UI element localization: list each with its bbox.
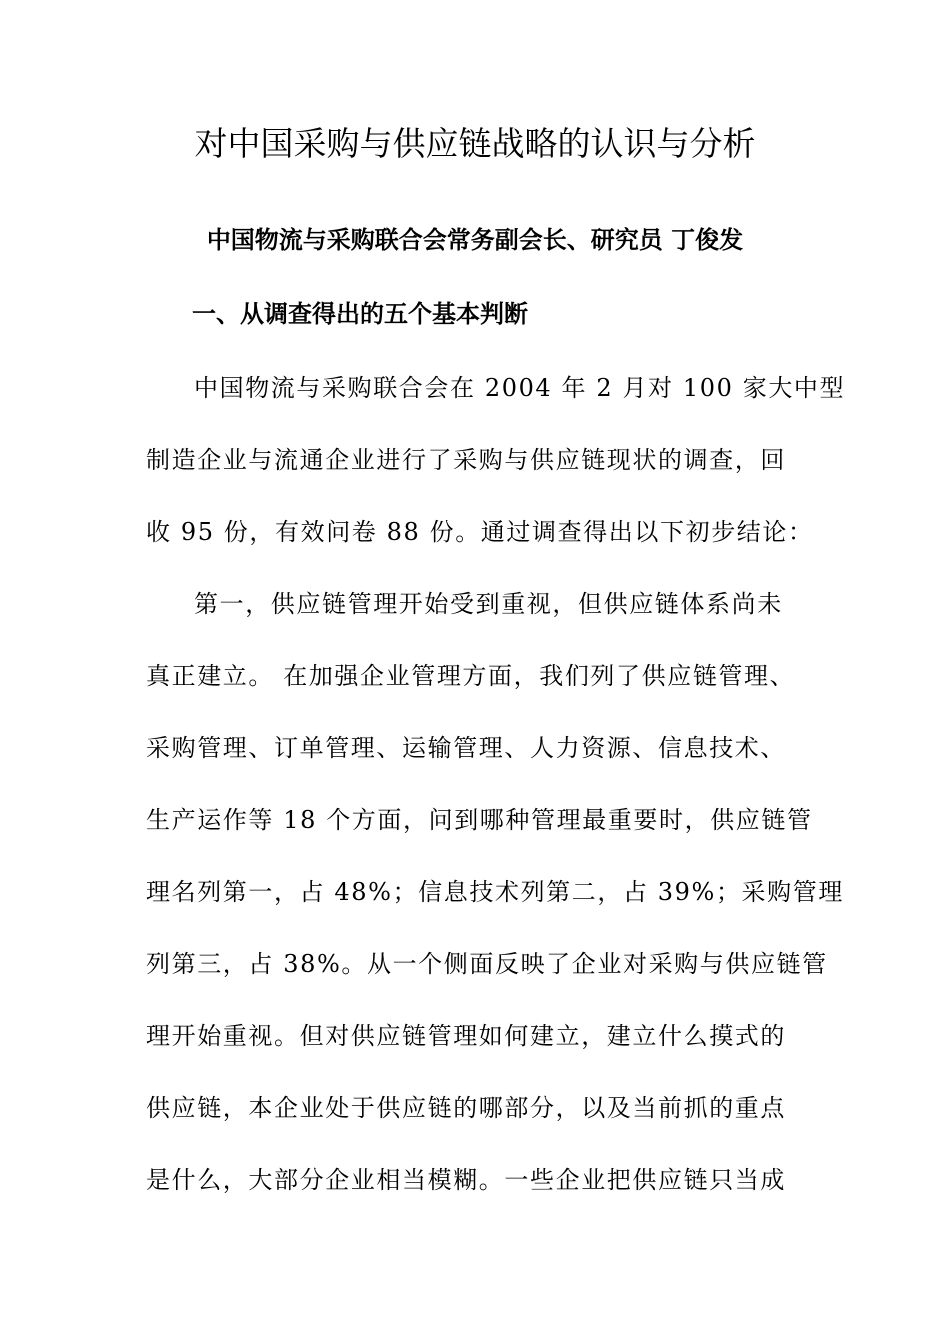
paragraph-line: 理开始重视。但对供应链管理如何建立，建立什么摸式的 (146, 1022, 786, 1050)
author-line: 中国物流与采购联合会常务副会长、研究员 丁俊发 (206, 225, 744, 254)
paragraph-line: 真正建立。 在加强企业管理方面，我们列了供应链管理、 (146, 662, 796, 690)
paragraph-line: 中国物流与采购联合会在 2004 年 2 月对 100 家大中型 (194, 374, 846, 402)
paragraph-line: 生产运作等 18 个方面，问到哪种管理最重要时，供应链管 (146, 806, 813, 834)
paragraph-line: 理名列第一，占 48%；信息技术列第二，占 39%；采购管理 (146, 878, 844, 906)
paragraph-line: 第一，供应链管理开始受到重视，但供应链体系尚未 (194, 590, 783, 618)
section-heading: 一、从调查得出的五个基本判断 (192, 299, 528, 328)
paragraph-line: 是什么，大部分企业相当模糊。一些企业把供应链只当成 (146, 1166, 786, 1194)
document-title: 对中国采购与供应链战略的认识与分析 (194, 124, 756, 163)
paragraph-line: 收 95 份，有效问卷 88 份。通过调查得出以下初步结论： (146, 518, 814, 546)
paragraph-line: 制造企业与流通企业进行了采购与供应链现状的调查，回 (146, 446, 786, 474)
paragraph-first-judgment (146, 568, 844, 1216)
paragraph-line: 采购管理、订单管理、运输管理、人力资源、信息技术、 (146, 734, 786, 762)
paragraph-survey (146, 352, 846, 568)
paragraph-line: 供应链，本企业处于供应链的哪部分，以及当前抓的重点 (146, 1094, 786, 1122)
paragraph-line: 列第三，占 38%。从一个侧面反映了企业对采购与供应链管 (146, 950, 828, 978)
